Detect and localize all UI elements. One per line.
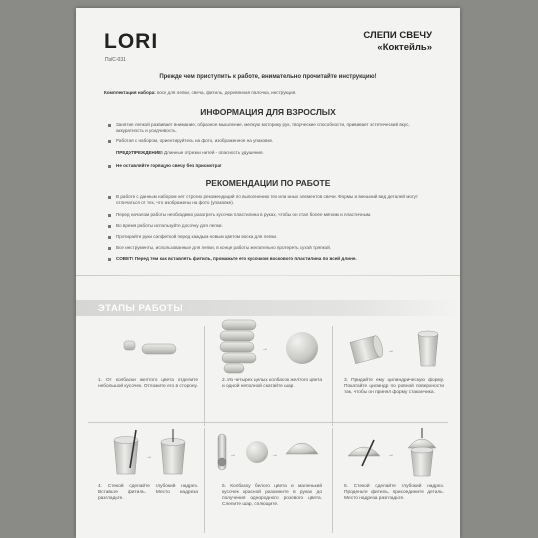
step-6-caption: 6. Стекой сделайте глубокий надрез. Проденьте фитиль, присоедините деталь. Место надреза разгладьте. (344, 484, 444, 501)
adults-warning (116, 150, 431, 156)
divider (204, 428, 205, 533)
recs-item-3: Во время работы используйте досочку для лепки. (116, 223, 431, 229)
recs-section-title: РЕКОМЕНДАЦИИ ПО РАБОТЕ (205, 178, 331, 188)
adults-item-2: Работая с набором, ориентируйтесь на фото, изображенное на упаковке. (116, 138, 431, 144)
warning-label: ПРЕДУПРЕЖДЕНИЕ! (116, 150, 163, 155)
step-6-illustration (344, 426, 448, 478)
kit-contents (104, 90, 434, 95)
svg-text:→: → (388, 348, 394, 354)
intro-notice: Прежде чем приступить к работе, внимательно прочитайте инструкцию! (159, 74, 377, 80)
step-5-illustration (212, 428, 324, 478)
stages-title: ЭТАПЫ РАБОТЫ (98, 303, 184, 314)
step-3-caption: 3. Придайте ему цилиндрическую форму. Покатайте цилиндр по ровной поверхности так, чтобы он принял форму стаканчика. (344, 378, 444, 395)
recs-item-5: Все инструменты, использованные для лепки, в конце работы желательно протереть сухой тряпкой. (116, 245, 431, 251)
step-2-caption: 2. Из четырех целых колбасок желтого цвета и одной неполной скатайте шар. (222, 378, 323, 389)
product-title-line1: СЛЕПИ СВЕЧУ (363, 30, 432, 41)
product-title-line2: «Коктейль» (377, 42, 432, 53)
svg-text:→: → (230, 452, 236, 458)
step-2-illustration (214, 316, 326, 374)
recs-tip: СОВЕТ! Перед тем как вставлять фитиль, промажьте его кусочком воскового пластилина по всей длине. (116, 256, 431, 262)
product-title (363, 30, 432, 54)
adults-alert: Не оставляйте горящую свечу без присмотра! (116, 163, 431, 169)
warning-text: Длинные отрезки нитей - опасность удушения. (162, 150, 264, 155)
adults-item-1: Занятие лепкой развивает внимание, образное мышление, мелкую моторику рук, творческие способности, прививает эстетический вкус, аккуратность и усидчивость. (116, 122, 431, 134)
svg-text:→: → (262, 346, 268, 352)
svg-text:→: → (146, 454, 152, 460)
step-1-caption: 1. От колбаски желтого цвета отделите небольшой кусочек. Отложите его в сторону. (98, 378, 198, 389)
fold-line (76, 275, 460, 276)
recs-item-2: Перед началом работы необходимо разогреть кусочки пластилина в руках, чтобы он стал более мягким и пластичным. (116, 212, 431, 218)
divider (332, 326, 333, 426)
svg-text:→: → (272, 452, 278, 458)
recs-item-4: Протирайте руки салфеткой перед каждым новым цветом воска для лепки. (116, 234, 431, 240)
product-code: Пз/С-031 (105, 57, 126, 63)
brand-logo: LORI (104, 30, 159, 53)
step-1-illustration (120, 333, 180, 363)
kit-label: Комплектация набора: (104, 90, 156, 95)
instruction-sheet (76, 8, 460, 538)
adults-section-title: ИНФОРМАЦИЯ ДЛЯ ВЗРОСЛЫХ (200, 107, 336, 117)
svg-text:→: → (388, 452, 394, 458)
recs-item-1: В работе с данным набором нет строгих рекомендаций по выполнению тех или иных элементов свечи. Формы и внешний вид деталей могут отличаться от тех, что изображены на фото (упаковке). (116, 194, 431, 206)
divider (88, 422, 448, 423)
divider (204, 326, 205, 426)
step-4-illustration (106, 428, 196, 478)
divider (332, 428, 333, 533)
step-5-caption: 5. Колбаску белого цвета и маленький кусочек красной разомните в руках до получения однородного розового цвета. Слепите шар, сплющите. (222, 484, 322, 507)
step-3-illustration (338, 326, 448, 372)
step-4-caption: 4. Стекой сделайте глубокий надрез. Вставьте фитиль. Место надреза разгладьте. (98, 484, 198, 501)
kit-text: воск для лепки, свеча, фитиль, деревянная палочка, инструкция. (155, 90, 297, 95)
